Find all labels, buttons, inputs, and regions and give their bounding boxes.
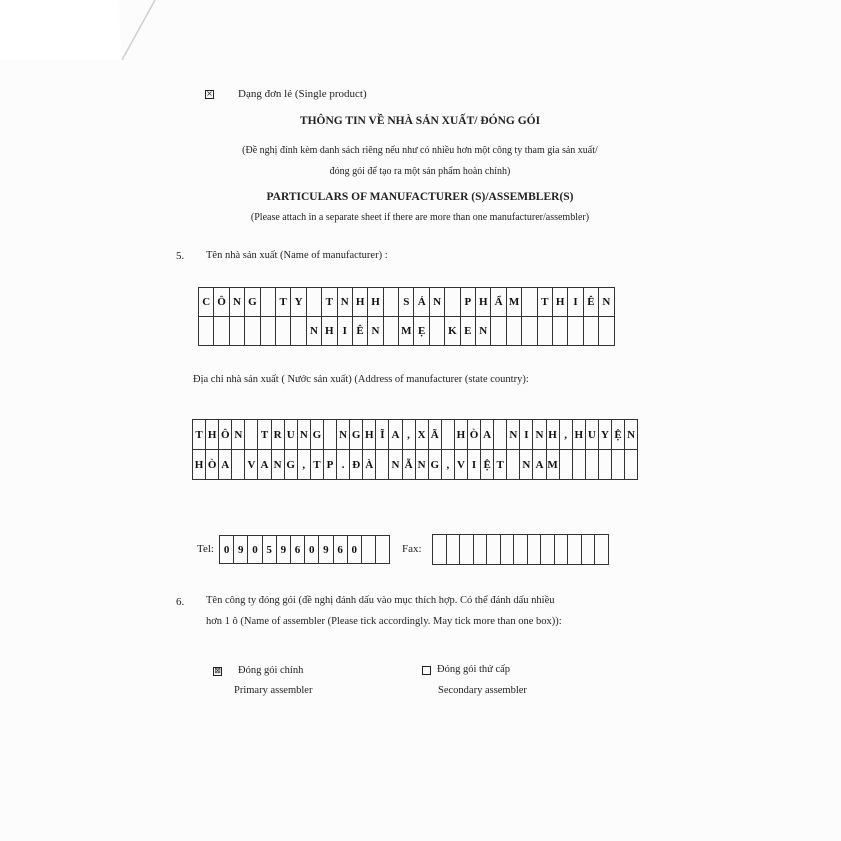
char-cell[interactable]: N — [229, 288, 244, 317]
char-cell[interactable]: Ã — [428, 420, 441, 450]
char-cell[interactable] — [554, 535, 568, 565]
char-cell[interactable]: M — [399, 317, 414, 346]
char-cell[interactable]: N — [599, 288, 614, 317]
char-cell[interactable]: N — [271, 450, 284, 480]
char-cell[interactable]: , — [441, 450, 454, 480]
grid-row — [193, 450, 638, 480]
char-cell[interactable]: 5 — [262, 536, 276, 564]
char-cell[interactable]: 9 — [276, 536, 290, 564]
char-cell[interactable] — [522, 317, 537, 346]
char-cell[interactable]: I — [337, 317, 352, 346]
primary-assembler-checkbox[interactable]: ⊠ — [214, 666, 221, 675]
char-cell[interactable]: 9 — [234, 536, 248, 564]
char-cell[interactable]: N — [507, 420, 520, 450]
char-cell[interactable] — [625, 450, 638, 480]
char-cell[interactable] — [245, 420, 258, 450]
note-english: (Please attach in a separate sheet if there are more than one manufacturer/assembler) — [250, 212, 590, 223]
char-cell[interactable] — [612, 450, 625, 480]
char-cell[interactable]: G — [245, 288, 260, 317]
char-cell[interactable] — [595, 535, 609, 565]
char-cell[interactable]: H — [363, 420, 376, 450]
char-cell[interactable]: Ệ — [612, 420, 625, 450]
char-cell[interactable] — [527, 535, 541, 565]
char-cell[interactable] — [445, 288, 460, 317]
char-cell[interactable] — [506, 317, 521, 346]
char-cell[interactable]: U — [585, 420, 598, 450]
char-cell[interactable]: H — [454, 420, 467, 450]
char-cell[interactable] — [599, 317, 614, 346]
char-cell[interactable] — [376, 450, 389, 480]
single-product-label: Dạng đơn lẻ (Single product) — [238, 88, 367, 100]
char-cell[interactable] — [514, 535, 528, 565]
char-cell[interactable]: X — [415, 420, 428, 450]
char-cell[interactable]: H — [352, 288, 367, 317]
char-cell[interactable]: N — [429, 288, 444, 317]
char-cell[interactable]: U — [284, 420, 297, 450]
assembler-label-line1: Tên công ty đóng gói (đề nghị đánh dấu vào mục thích hợp. Có thể đánh dấu nhiều — [206, 595, 555, 606]
char-cell[interactable]: H — [546, 420, 559, 450]
char-cell[interactable] — [441, 420, 454, 450]
char-cell[interactable] — [568, 535, 582, 565]
char-cell[interactable]: R — [271, 420, 284, 450]
char-cell[interactable]: Ả — [414, 288, 429, 317]
char-cell[interactable]: 6 — [333, 536, 347, 564]
secondary-assembler-label-en: Secondary assembler — [438, 685, 527, 696]
char-cell[interactable] — [598, 450, 611, 480]
char-cell[interactable] — [494, 420, 507, 450]
char-cell[interactable]: M — [546, 450, 559, 480]
char-cell[interactable]: 6 — [290, 536, 304, 564]
title-english: PARTICULARS OF MANUFACTURER (S)/ASSEMBLER(S) — [266, 191, 574, 203]
char-cell[interactable]: N — [389, 450, 402, 480]
primary-assembler-label-vn: Đóng gói chính — [238, 665, 304, 676]
note-vietnamese-line1: (Đề nghị đính kèm danh sách riêng nếu như có nhiều hơn một công ty tham gia sản xuất/ — [242, 145, 598, 156]
char-cell[interactable]: T — [310, 450, 323, 480]
char-cell[interactable]: C — [199, 288, 214, 317]
char-cell[interactable]: G — [310, 420, 323, 450]
char-cell[interactable] — [323, 420, 336, 450]
char-cell[interactable] — [260, 317, 275, 346]
char-cell[interactable]: N — [415, 450, 428, 480]
item-6-number: 6. — [176, 596, 185, 608]
char-cell[interactable]: T — [258, 420, 271, 450]
char-cell[interactable]: V — [245, 450, 258, 480]
char-cell[interactable] — [568, 317, 583, 346]
grid-row — [193, 420, 638, 450]
char-cell[interactable] — [473, 535, 487, 565]
char-cell[interactable]: Y — [291, 288, 306, 317]
grid-row — [433, 535, 609, 565]
char-cell[interactable]: N — [533, 420, 546, 450]
char-cell[interactable] — [199, 317, 214, 346]
char-cell[interactable]: Ô — [214, 288, 229, 317]
char-cell[interactable] — [229, 317, 244, 346]
char-cell[interactable]: , — [297, 450, 310, 480]
char-cell[interactable]: I — [467, 450, 480, 480]
char-cell[interactable]: G — [428, 450, 441, 480]
char-cell[interactable]: T — [193, 420, 206, 450]
char-cell[interactable]: A — [389, 420, 402, 450]
single-product-checkbox[interactable]: × — [206, 89, 213, 98]
fax-grid[interactable] — [432, 534, 609, 565]
page-fold-corner — [0, 0, 160, 60]
char-cell[interactable] — [585, 450, 598, 480]
char-cell[interactable]: 9 — [319, 536, 333, 564]
char-cell[interactable]: V — [454, 450, 467, 480]
char-cell[interactable]: N — [232, 420, 245, 450]
char-cell[interactable]: G — [350, 420, 363, 450]
char-cell[interactable]: H — [552, 288, 567, 317]
char-cell[interactable] — [491, 317, 506, 346]
char-cell[interactable]: , — [559, 420, 572, 450]
char-cell[interactable]: Đ — [350, 450, 363, 480]
char-cell[interactable] — [361, 536, 375, 564]
char-cell[interactable]: T — [494, 450, 507, 480]
fax-label: Fax: — [402, 543, 422, 555]
char-cell[interactable] — [433, 535, 447, 565]
char-cell[interactable]: Ẩ — [491, 288, 506, 317]
char-cell[interactable] — [552, 317, 567, 346]
primary-assembler-label-en: Primary assembler — [234, 685, 313, 696]
grid-row — [199, 317, 615, 346]
char-cell[interactable]: I — [520, 420, 533, 450]
char-cell[interactable] — [376, 536, 390, 564]
char-cell[interactable]: G — [284, 450, 297, 480]
char-cell[interactable] — [541, 535, 555, 565]
char-cell[interactable]: À — [363, 450, 376, 480]
assembler-label-line2: hơn 1 ô (Name of assembler (Please tick accordingly. May tick more than one box)): — [206, 616, 562, 627]
char-cell[interactable]: Ò — [206, 450, 219, 480]
char-cell[interactable]: Ê — [352, 317, 367, 346]
char-cell[interactable] — [537, 317, 552, 346]
item-5-number: 5. — [176, 250, 185, 262]
char-cell[interactable] — [581, 535, 595, 565]
char-cell[interactable]: T — [322, 288, 337, 317]
manufacturer-name-label: Tên nhà sản xuất (Name of manufacturer) : — [206, 250, 388, 261]
char-cell[interactable] — [275, 317, 290, 346]
char-cell[interactable]: Ê — [583, 288, 598, 317]
char-cell[interactable]: 0 — [347, 536, 361, 564]
secondary-assembler-checkbox[interactable] — [422, 666, 431, 675]
char-cell[interactable]: H — [193, 450, 206, 480]
char-cell[interactable]: A — [219, 450, 232, 480]
char-cell[interactable]: Ô — [219, 420, 232, 450]
note-vietnamese-line2: đóng gói để tạo ra một sản phẩm hoàn chỉnh) — [329, 166, 511, 177]
char-cell[interactable] — [500, 535, 514, 565]
char-cell[interactable] — [487, 535, 501, 565]
char-cell[interactable]: A — [258, 450, 271, 480]
char-cell[interactable] — [291, 317, 306, 346]
char-cell[interactable]: H — [476, 288, 491, 317]
char-cell[interactable]: Ĩ — [376, 420, 389, 450]
tel-grid[interactable] — [219, 535, 390, 564]
char-cell[interactable]: Ẹ — [414, 317, 429, 346]
char-cell[interactable]: N — [476, 317, 491, 346]
char-cell[interactable] — [383, 317, 398, 346]
char-cell[interactable] — [446, 535, 460, 565]
char-cell[interactable] — [232, 450, 245, 480]
manufacturer-name-grid[interactable] — [198, 287, 615, 346]
char-cell[interactable]: 0 — [305, 536, 319, 564]
char-cell[interactable] — [214, 317, 229, 346]
tel-label: Tel: — [197, 543, 214, 555]
char-cell[interactable]: P — [323, 450, 336, 480]
char-cell[interactable] — [507, 450, 520, 480]
char-cell[interactable]: P — [460, 288, 475, 317]
char-cell[interactable] — [245, 317, 260, 346]
char-cell[interactable]: H — [206, 420, 219, 450]
char-cell[interactable]: Ệ — [481, 450, 494, 480]
char-cell[interactable]: H — [368, 288, 383, 317]
grid-row — [199, 288, 615, 317]
char-cell[interactable]: H — [322, 317, 337, 346]
char-cell[interactable] — [583, 317, 598, 346]
char-cell[interactable] — [522, 288, 537, 317]
char-cell[interactable]: N — [520, 450, 533, 480]
grid-row — [220, 536, 390, 564]
char-cell[interactable]: Ò — [467, 420, 480, 450]
title-vietnamese: THÔNG TIN VỀ NHÀ SẢN XUẤT/ ĐÓNG GÓI — [299, 115, 541, 127]
char-cell[interactable]: H — [572, 420, 585, 450]
char-cell[interactable]: S — [399, 288, 414, 317]
char-cell[interactable] — [429, 317, 444, 346]
char-cell[interactable] — [260, 288, 275, 317]
char-cell[interactable]: T — [537, 288, 552, 317]
char-cell[interactable]: , — [402, 420, 415, 450]
char-cell[interactable]: 0 — [220, 536, 234, 564]
char-cell[interactable]: M — [506, 288, 521, 317]
char-cell[interactable]: T — [275, 288, 290, 317]
char-cell[interactable]: N — [297, 420, 310, 450]
char-cell[interactable]: N — [337, 288, 352, 317]
manufacturer-address-label: Địa chỉ nhà sản xuất ( Nước sản xuất) (Address of manufacturer (state country): — [193, 374, 529, 385]
char-cell[interactable]: I — [568, 288, 583, 317]
char-cell[interactable]: N — [306, 317, 321, 346]
char-cell[interactable]: A — [481, 420, 494, 450]
char-cell[interactable] — [460, 535, 474, 565]
char-cell[interactable]: N — [368, 317, 383, 346]
char-cell[interactable]: N — [337, 420, 350, 450]
char-cell[interactable]: 0 — [248, 536, 262, 564]
char-cell[interactable] — [572, 450, 585, 480]
char-cell[interactable]: Y — [598, 420, 611, 450]
char-cell[interactable]: N — [625, 420, 638, 450]
manufacturer-address-grid[interactable] — [192, 419, 638, 480]
char-cell[interactable] — [383, 288, 398, 317]
char-cell[interactable]: E — [460, 317, 475, 346]
secondary-assembler-label-vn: Đóng gói thứ cấp — [437, 664, 511, 675]
char-cell[interactable]: A — [533, 450, 546, 480]
char-cell[interactable]: K — [445, 317, 460, 346]
char-cell[interactable] — [559, 450, 572, 480]
char-cell[interactable]: . — [337, 450, 350, 480]
char-cell[interactable] — [306, 288, 321, 317]
char-cell[interactable]: Ẵ — [402, 450, 415, 480]
